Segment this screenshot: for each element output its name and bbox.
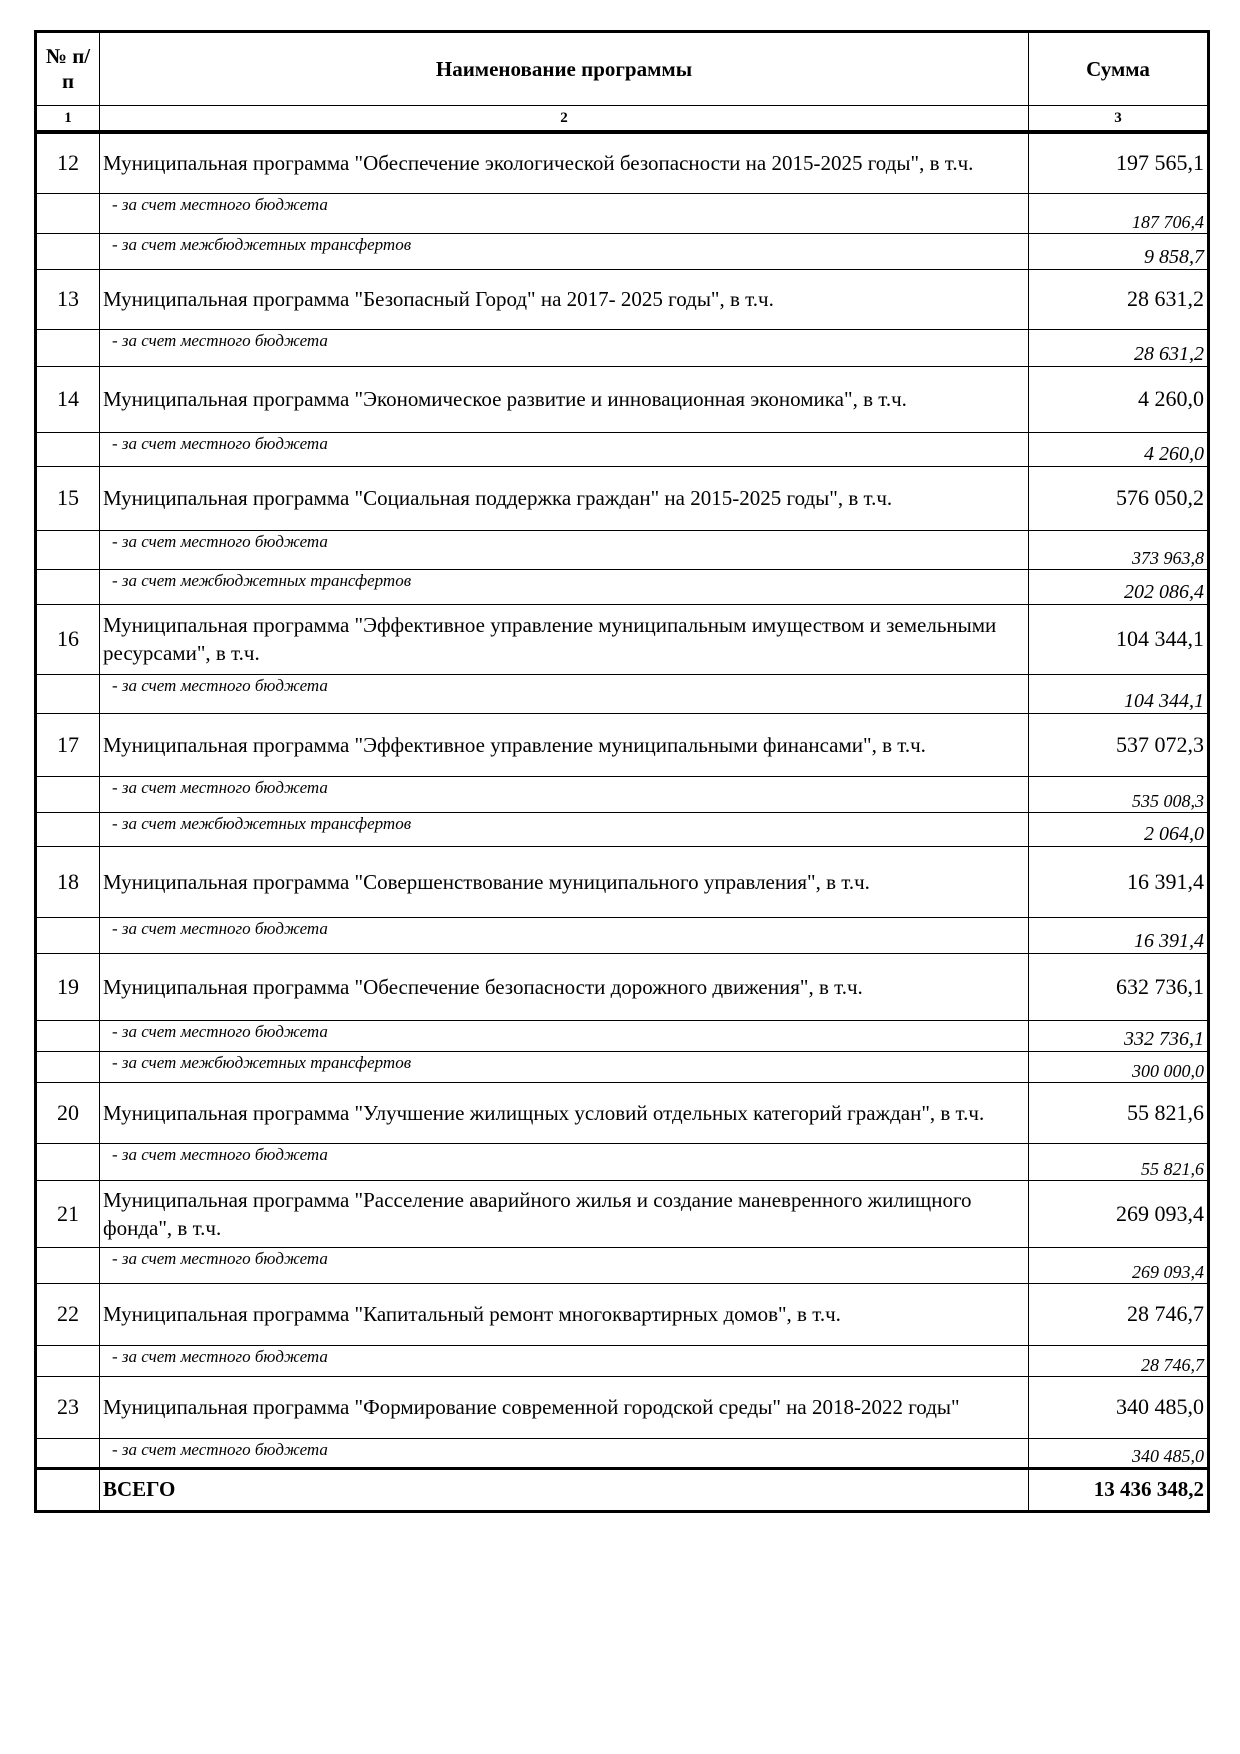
program-name: Муниципальная программа "Эффективное управление муниципальным имуществом и земельными ресурсами", в т.ч. [100,604,1029,674]
program-name: Муниципальная программа "Совершенствование муниципального управления", в т.ч. [100,846,1029,917]
total-label: ВСЕГО [100,1468,1029,1511]
row-number [36,1345,100,1376]
total-sum: 13 436 348,2 [1029,1468,1209,1511]
funding-source-row [36,674,1209,713]
program-name: Муниципальная программа "Социальная поддержка граждан" на 2015-2025 годы", в т.ч. [100,466,1029,530]
program-name: Муниципальная программа "Эффективное управление муниципальными финансами", в т.ч. [100,713,1029,776]
funding-source-name: - за счет местного бюджета [100,917,1029,953]
funding-source-row [36,530,1209,569]
funding-source-name: - за счет местного бюджета [100,432,1029,466]
row-number [36,917,100,953]
sum-value: 55 821,6 [1029,1082,1209,1143]
funding-source-name: - за счет местного бюджета [100,1247,1029,1283]
header-row [36,32,1209,106]
funding-source-row [36,432,1209,466]
sum-value: 197 565,1 [1029,132,1209,193]
program-name: Муниципальная программа "Безопасный Город" на 2017- 2025 годы", в т.ч. [100,269,1029,329]
sum-value: 104 344,1 [1029,674,1209,713]
row-number: 18 [36,846,100,917]
sum-value: 202 086,4 [1029,569,1209,604]
row-number [36,1020,100,1051]
sum-value: 332 736,1 [1029,1020,1209,1051]
funding-source-name: - за счет местного бюджета [100,674,1029,713]
program-row [36,269,1209,329]
sum-value: 16 391,4 [1029,917,1209,953]
header-number: № п/п [36,32,100,106]
row-number: 19 [36,953,100,1020]
sum-value: 340 485,0 [1029,1376,1209,1438]
funding-source-name: - за счет межбюджетных трансфертов [100,1051,1029,1082]
funding-source-name: - за счет местного бюджета [100,329,1029,366]
program-row [36,604,1209,674]
sum-value: 28 746,7 [1029,1345,1209,1376]
funding-source-name: - за счет местного бюджета [100,193,1029,233]
row-number: 13 [36,269,100,329]
program-row [36,366,1209,432]
row-number [36,1051,100,1082]
sum-value: 28 746,7 [1029,1283,1209,1345]
program-name: Муниципальная программа "Капитальный ремонт многоквартирных домов", в т.ч. [100,1283,1029,1345]
program-row [36,953,1209,1020]
program-row [36,846,1209,917]
sum-value: 4 260,0 [1029,432,1209,466]
sum-value: 535 008,3 [1029,776,1209,812]
row-number [36,1438,100,1468]
row-number [36,530,100,569]
row-number: 20 [36,1082,100,1143]
sum-value: 340 485,0 [1029,1438,1209,1468]
sum-value: 373 963,8 [1029,530,1209,569]
row-number: 15 [36,466,100,530]
program-name: Муниципальная программа "Обеспечение безопасности дорожного движения", в т.ч. [100,953,1029,1020]
funding-source-row [36,812,1209,846]
row-number: 22 [36,1283,100,1345]
sum-value: 9 858,7 [1029,233,1209,269]
funding-source-name: - за счет межбюджетных трансфертов [100,233,1029,269]
program-row [36,1283,1209,1345]
sum-value: 104 344,1 [1029,604,1209,674]
funding-source-row [36,233,1209,269]
program-name: Муниципальная программа "Обеспечение экологической безопасности на 2015-2025 годы", в т.ч. [100,132,1029,193]
funding-source-name: - за счет местного бюджета [100,776,1029,812]
sum-value: 632 736,1 [1029,953,1209,1020]
funding-source-row [36,917,1209,953]
sum-value: 300 000,0 [1029,1051,1209,1082]
row-number [36,674,100,713]
funding-source-name: - за счет местного бюджета [100,1020,1029,1051]
row-number [36,432,100,466]
header-sum: Сумма [1029,32,1209,106]
column-numbers-row [36,106,1209,133]
program-name: Муниципальная программа "Формирование современной городской среды" на 2018-2022 годы" [100,1376,1029,1438]
program-row [36,1180,1209,1247]
sum-value: 269 093,4 [1029,1180,1209,1247]
row-number [36,812,100,846]
program-name: Муниципальная программа "Расселение аварийного жилья и создание маневренного жилищного фонда", в т.ч. [100,1180,1029,1247]
row-number [36,1247,100,1283]
program-row [36,713,1209,776]
funding-source-row [36,1143,1209,1180]
sum-value: 28 631,2 [1029,329,1209,366]
program-name: Муниципальная программа "Экономическое развитие и инновационная экономика", в т.ч. [100,366,1029,432]
row-number [36,193,100,233]
column-number: 2 [100,106,1029,133]
funding-source-row [36,193,1209,233]
funding-source-row [36,1247,1209,1283]
row-number: 14 [36,366,100,432]
row-number [36,1143,100,1180]
row-number: 17 [36,713,100,776]
funding-source-row [36,1051,1209,1082]
funding-source-row [36,1345,1209,1376]
program-row [36,132,1209,193]
funding-source-name: - за счет местного бюджета [100,1345,1029,1376]
row-number: 16 [36,604,100,674]
sum-value: 28 631,2 [1029,269,1209,329]
table-body [36,132,1209,1468]
funding-source-name: - за счет местного бюджета [100,1143,1029,1180]
sum-value: 4 260,0 [1029,366,1209,432]
funding-source-row [36,1438,1209,1468]
funding-source-name: - за счет межбюджетных трансфертов [100,569,1029,604]
funding-source-row [36,1020,1209,1051]
sum-value: 187 706,4 [1029,193,1209,233]
funding-source-row [36,776,1209,812]
header-program-name: Наименование программы [100,32,1029,106]
row-number: 23 [36,1376,100,1438]
row-number [36,776,100,812]
funding-source-row [36,569,1209,604]
row-number: 12 [36,132,100,193]
total-number-cell [36,1468,100,1511]
sum-value: 576 050,2 [1029,466,1209,530]
sum-value: 55 821,6 [1029,1143,1209,1180]
column-number: 1 [36,106,100,133]
program-row [36,1082,1209,1143]
program-row [36,1376,1209,1438]
sum-value: 2 064,0 [1029,812,1209,846]
row-number: 21 [36,1180,100,1247]
sum-value: 269 093,4 [1029,1247,1209,1283]
row-number [36,329,100,366]
total-row [36,1468,1209,1511]
row-number [36,233,100,269]
budget-programs-table [34,30,1210,1513]
program-row [36,466,1209,530]
sum-value: 537 072,3 [1029,713,1209,776]
funding-source-name: - за счет межбюджетных трансфертов [100,812,1029,846]
column-number: 3 [1029,106,1209,133]
funding-source-row [36,329,1209,366]
program-name: Муниципальная программа "Улучшение жилищных условий отдельных категорий граждан", в т.ч. [100,1082,1029,1143]
funding-source-name: - за счет местного бюджета [100,530,1029,569]
funding-source-name: - за счет местного бюджета [100,1438,1029,1468]
sum-value: 16 391,4 [1029,846,1209,917]
row-number [36,569,100,604]
